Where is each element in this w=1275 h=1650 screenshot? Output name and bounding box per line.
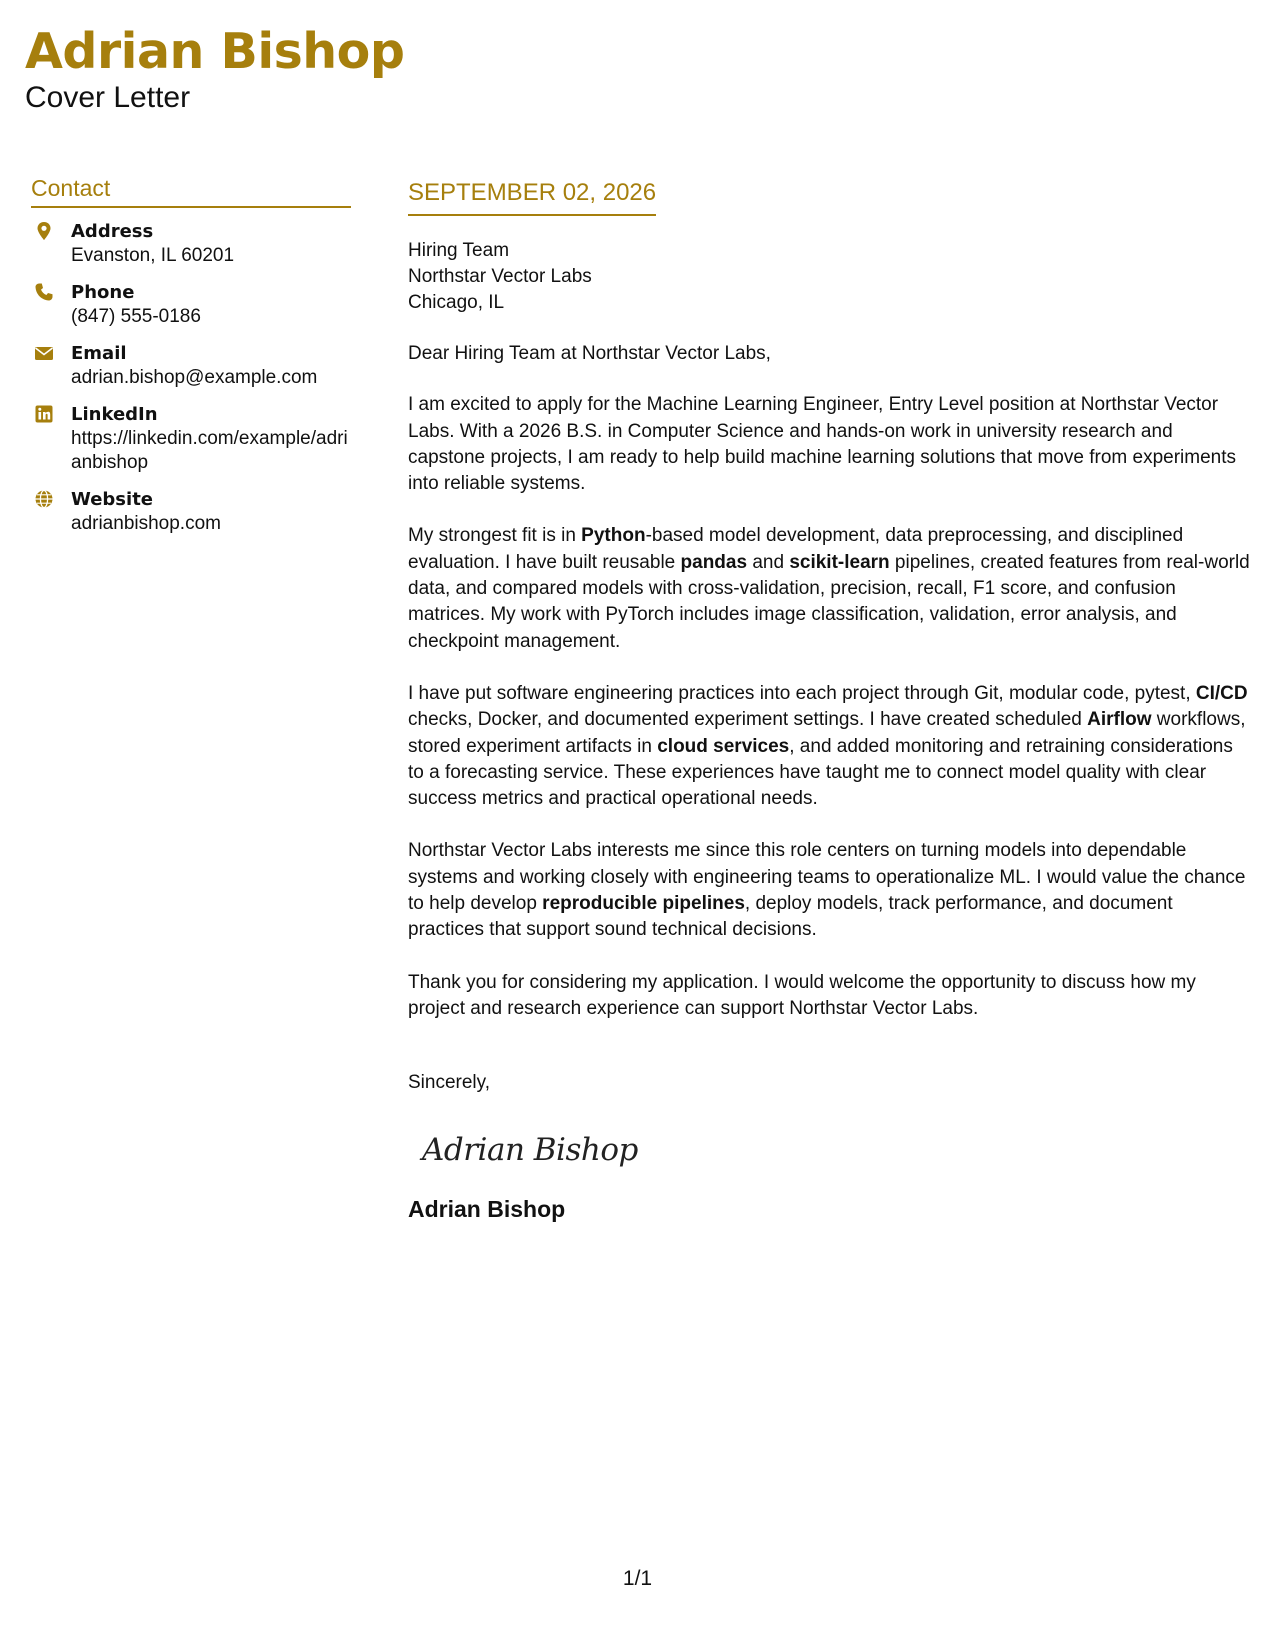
bold-keyword: pandas (680, 551, 748, 573)
recipient-block (408, 238, 1253, 316)
document-subtitle: Cover Letter (25, 81, 191, 114)
document-header (25, 22, 404, 116)
linkedin-icon (34, 404, 54, 424)
letter-paragraphs (408, 392, 1253, 1022)
closing: Sincerely, (408, 1072, 491, 1094)
paragraph-text: I have put software engineering practices into each project through Git, modular code, pytest, (408, 682, 1196, 704)
paragraph-text: I am excited to apply for the Machine Learning Engineer, Entry Level position at Northstar Vector Labs. With a 2026 B.S. in Computer Science and hands-on work in university research and capstone projects, I am ready to help build machine learning solutions that move from experiments into reliable systems. (408, 394, 1236, 495)
contact-item-website (31, 488, 351, 536)
letter-paragraph (408, 523, 1253, 654)
letter-date: SEPTEMBER 02, 2026 (408, 178, 656, 216)
bold-keyword: CI/CD (1195, 682, 1248, 704)
signer-name: Adrian Bishop (408, 1196, 566, 1223)
recipient-line: Hiring Team (408, 240, 510, 261)
contact-label: Email (71, 343, 127, 364)
contact-label: LinkedIn (71, 404, 158, 425)
envelope-icon (34, 343, 54, 363)
contact-sidebar (31, 174, 351, 549)
paragraph-text: checks, Docker, and documented experiment settings. I have created scheduled (408, 709, 1088, 731)
contact-item-linkedin (31, 403, 351, 475)
contact-item-email (31, 342, 351, 390)
email-value[interactable]: adrian.bishop@example.com (71, 367, 318, 388)
phone-icon (34, 282, 54, 302)
location-pin-icon (34, 221, 54, 241)
bold-keyword: cloud services (657, 735, 790, 757)
recipient-line: Northstar Vector Labs (408, 266, 592, 287)
linkedin-value[interactable]: https://linkedin.com/example/adrianbishop (71, 428, 348, 473)
bold-keyword: reproducible pipelines (542, 893, 745, 915)
bold-keyword: Python (581, 525, 646, 547)
salutation: Dear Hiring Team at Northstar Vector Labs, (408, 343, 771, 364)
paragraph-text: Northstar Vector Labs interests me since this role centers on turning models into dependable systems and working closely with engineering teams to operationalize ML. I would value the chance to help develop (408, 840, 1246, 915)
letter-paragraph (408, 681, 1253, 812)
candidate-name: Adrian Bishop (25, 23, 405, 80)
contact-item-address (31, 220, 351, 268)
bold-keyword: scikit-learn (789, 551, 890, 573)
paragraph-text: workflows, stored experiment artifacts in (408, 709, 1246, 757)
signature-image (418, 1124, 668, 1174)
paragraph-text: -based model development, data preprocessing, and disciplined evaluation. I have built reusable (408, 525, 1184, 573)
signature-text: Adrian Bishop (422, 1132, 638, 1169)
letter-paragraph (408, 838, 1253, 943)
bold-keyword: Airflow (1087, 709, 1152, 731)
globe-icon (34, 489, 54, 509)
contact-heading: Contact (31, 174, 351, 208)
paragraph-text: pipelines, created features from real-world data, and compared models with cross-validation, precision, recall, F1 score, and confusion matrices. My work with PyTorch includes image classification, validation, error analysis, and checkpoint management. (408, 551, 1250, 652)
letter-body (408, 178, 1253, 1223)
contact-item-phone (31, 281, 351, 329)
website-value[interactable]: adrianbishop.com (71, 513, 221, 534)
paragraph-text: , deploy models, track performance, and document practices that support sound technical decisions. (408, 893, 1173, 941)
letter-paragraph (408, 970, 1253, 1023)
letter-paragraph (408, 392, 1253, 497)
paragraph-text: Thank you for considering my application. I would welcome the opportunity to discuss how my project and research experience can support Northstar Vector Labs. (408, 971, 1196, 1019)
phone-value: (847) 555-0186 (71, 306, 201, 327)
contact-label: Address (71, 221, 154, 242)
contact-label: Website (71, 489, 154, 510)
address-value: Evanston, IL 60201 (71, 245, 235, 266)
paragraph-text: , and added monitoring and retraining considerations to a forecasting service. These experiences have taught me to connect model quality with clear success metrics and practical operational needs. (408, 735, 1233, 810)
page-number: 1/1 (622, 1567, 653, 1590)
recipient-line: Chicago, IL (408, 292, 505, 313)
paragraph-text: My strongest fit is in (408, 525, 582, 547)
paragraph-text: and (747, 551, 790, 573)
contact-label: Phone (71, 282, 135, 303)
